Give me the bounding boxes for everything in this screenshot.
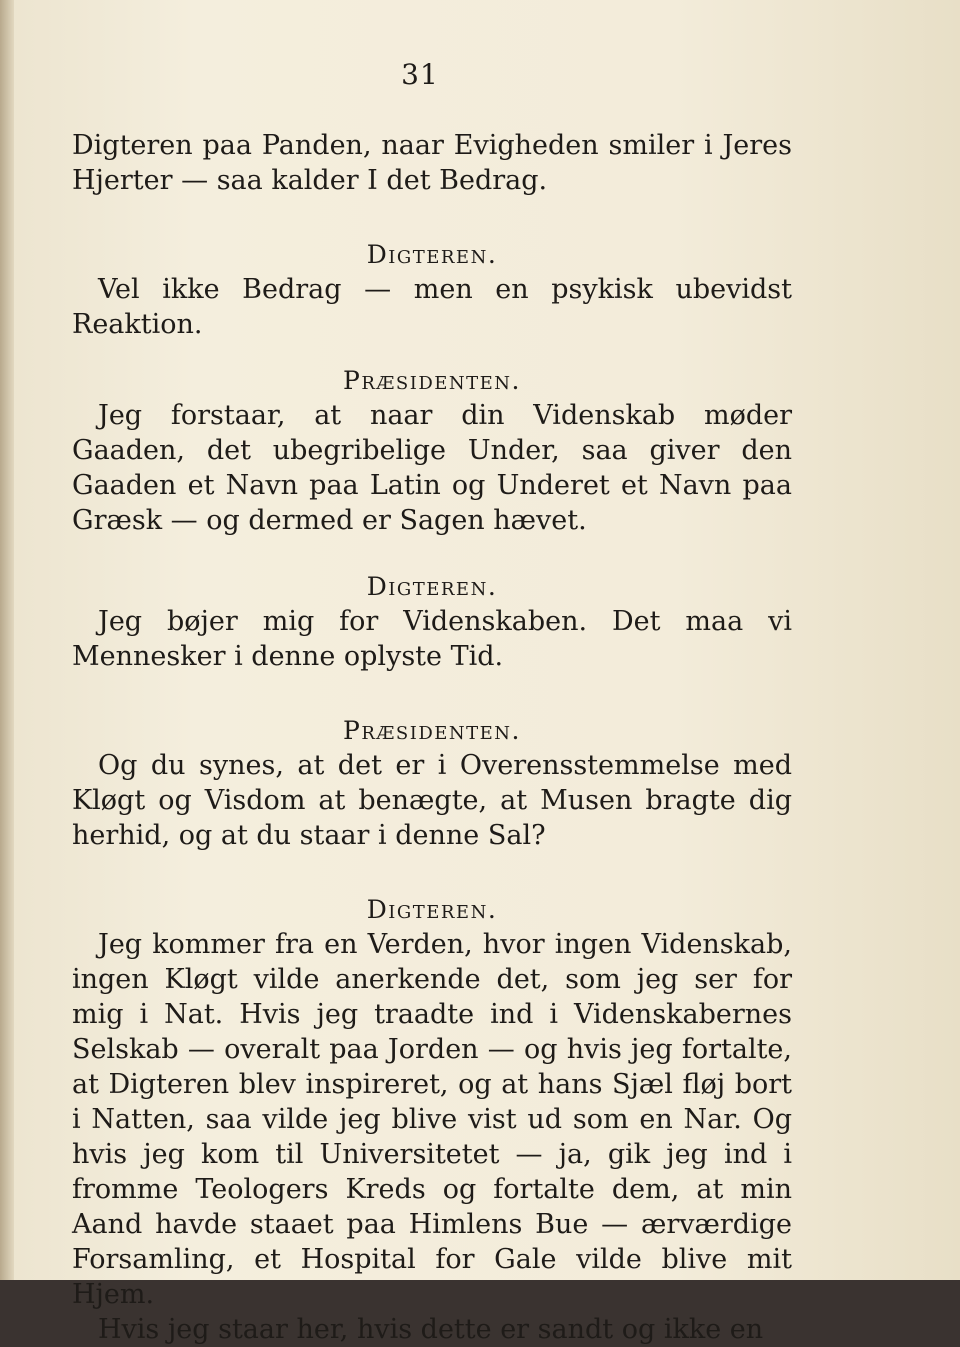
page-number: 31: [401, 58, 439, 91]
paragraph: Hvis jeg staar her, hvis dette er sandt og ikke en: [98, 1314, 764, 1345]
page-body: [72, 128, 792, 1347]
paragraph: Og du synes, at det er i Overensstemmelse med Kløgt og Visdom at benægte, at Musen bragte dig herhid, og at du staar i denne Sal?: [72, 750, 792, 851]
speaker-heading: Digteren.: [366, 240, 498, 269]
speaker-heading: Præsidenten.: [343, 716, 521, 745]
paragraph: Vel ikke Bedrag — men en psykisk ubevidst Reaktion.: [72, 274, 792, 340]
paragraph: Jeg kommer fra en Verden, hvor ingen Videnskab, ingen Kløgt vilde anerkende det, som jeg ser for mig i Nat. Hvis jeg traadte ind i Videnskabernes Selskab — overalt paa Jorden — og hvis jeg fortalte, at Digteren blev inspireret, og at hans Sjæl fløj bort i Natten, saa vilde jeg blive vist ud som en Nar. Og hvis jeg kom til Universitetet — ja, gik jeg ind i fromme Teologers Kreds og fortalte dem, at min Aand havde staaet paa Himlens Bue — ærværdige Forsamling, et Hospital for Gale vilde blive mit Hjem.: [72, 929, 792, 1310]
paragraph: Jeg forstaar, at naar din Videnskab møder Gaaden, det ubegribelige Under, saa giver den Gaaden et Navn paa Latin og Underet et Navn paa Græsk — og dermed er Sagen hævet.: [72, 400, 792, 536]
paragraph: Digteren paa Panden, naar Evigheden smiler i Jeres Hjerter — saa kalder I det Bedrag.: [72, 130, 792, 196]
paragraph: Jeg bøjer mig for Videnskaben. Det maa vi Mennesker i denne oplyste Tid.: [72, 606, 792, 672]
page-gutter: [0, 0, 14, 1280]
speaker-heading: Digteren.: [366, 895, 498, 924]
speaker-heading: Digteren.: [366, 572, 498, 601]
speaker-heading: Præsidenten.: [343, 366, 521, 395]
